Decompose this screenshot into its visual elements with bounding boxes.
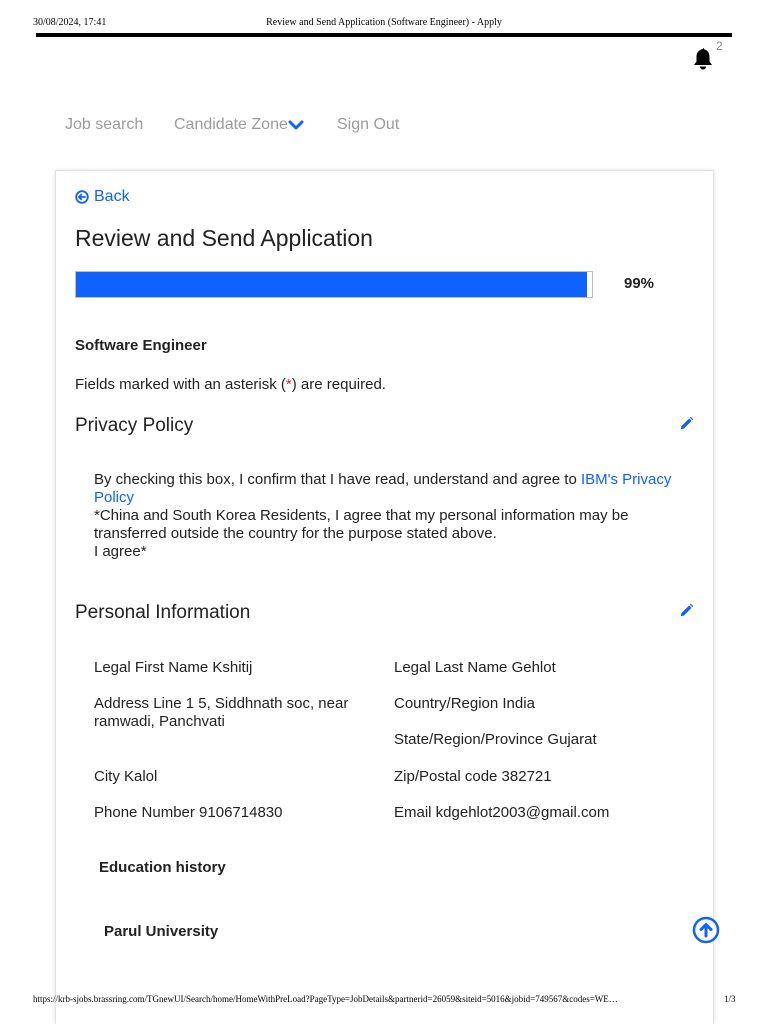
privacy-agree-value: I agree* xyxy=(94,543,147,560)
china-korea-notice: *China and South Korea Residents, I agree that my personal information may be transferred outside the country for the purpose stated above. xyxy=(94,507,629,542)
back-label: Back xyxy=(94,188,130,205)
first-name-field: Legal First Name Kshitij xyxy=(94,659,253,676)
back-arrow-icon xyxy=(75,190,89,204)
required-note-before: Fields marked with an asterisk ( xyxy=(75,376,286,393)
chevron-down-icon[interactable] xyxy=(288,119,304,131)
required-note xyxy=(75,376,386,393)
address-field: Address Line 1 5, Siddhnath soc, near ramwadi, Panchvati xyxy=(94,695,349,730)
print-header xyxy=(0,17,768,31)
page-title: Review and Send Application xyxy=(75,225,373,251)
country-field: Country/Region India xyxy=(394,695,535,712)
state-field: State/Region/Province Gujarat xyxy=(394,731,597,748)
personal-information-title: Personal Information xyxy=(75,602,251,623)
back-link[interactable] xyxy=(75,188,130,206)
required-asterisk: * xyxy=(285,376,292,393)
print-url: https://krb-sjobs.brassring.com/TGnewUI/Search/home/HomeWithPreLoad?PageType=JobDetails&partnerid=26059&siteid=5016&jobid=749567&codes=WE… xyxy=(33,994,618,1004)
privacy-policy-text xyxy=(94,471,674,561)
scroll-to-top-icon[interactable] xyxy=(692,916,720,944)
notification-count: 2 xyxy=(716,39,723,53)
privacy-consent-text: By checking this box, I confirm that I have read, understand and agree to xyxy=(94,471,581,488)
education-institution: Parul University xyxy=(104,923,219,940)
progress-fill xyxy=(76,272,587,297)
last-name-field: Legal Last Name Gehlot xyxy=(394,659,556,676)
print-datetime: 30/08/2024, 17:41 xyxy=(33,17,107,28)
zip-field: Zip/Postal code 382721 xyxy=(394,768,552,785)
city-field: City Kalol xyxy=(94,768,158,785)
header-divider xyxy=(36,33,732,37)
print-page-title: Review and Send Application (Software Engineer) - Apply xyxy=(266,17,502,28)
edit-personal-pencil-icon[interactable] xyxy=(679,603,694,618)
print-page-count: 1/3 xyxy=(724,994,736,1004)
job-title: Software Engineer xyxy=(75,337,207,354)
phone-field: Phone Number 9106714830 xyxy=(94,804,283,821)
nav-candidate-zone[interactable]: Candidate Zone xyxy=(174,116,288,133)
nav-job-search[interactable]: Job search xyxy=(65,116,144,133)
application-card xyxy=(55,170,714,1024)
edit-privacy-pencil-icon[interactable] xyxy=(679,416,694,431)
nav-sign-out[interactable]: Sign Out xyxy=(337,116,400,133)
progress-bar xyxy=(75,271,593,298)
progress-label: 99% xyxy=(624,275,655,292)
email-field: Email kdgehlot2003@gmail.com xyxy=(394,804,610,821)
privacy-policy-title: Privacy Policy xyxy=(75,415,194,436)
privacy-policy-link[interactable]: IBM's Privacy Policy xyxy=(94,471,672,506)
bell-icon[interactable] xyxy=(692,47,714,71)
required-note-after: ) are required. xyxy=(291,376,386,393)
education-history-title: Education history xyxy=(99,859,226,876)
print-footer xyxy=(0,994,768,1008)
